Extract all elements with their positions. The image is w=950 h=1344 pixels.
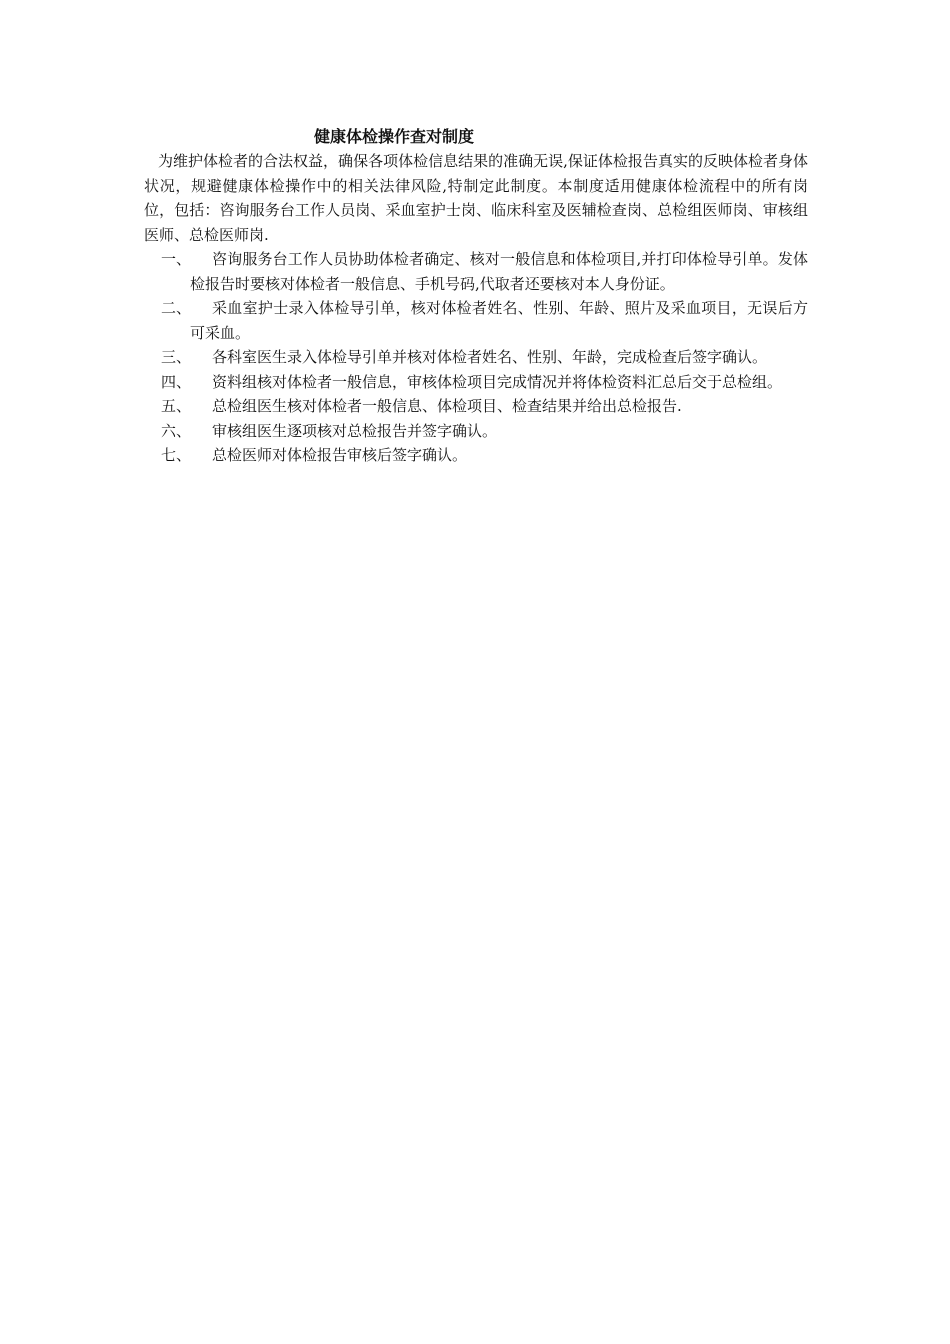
clause-number: 五、 <box>161 397 192 415</box>
document-title: 健康体检操作查对制度 <box>314 127 475 146</box>
clause-text: 采血室护士录入体检导引单，核对体检者姓名、性别、年龄、照片及采血项目，无误后方可采血。 <box>190 299 808 342</box>
clause-text: 审核组医生逐项核对总检报告并签字确认。 <box>212 421 498 440</box>
clause-item <box>144 419 808 444</box>
clause-item <box>144 296 808 345</box>
clause-item <box>144 345 808 370</box>
clause-number: 一、 <box>161 250 192 268</box>
clause-list <box>144 247 808 468</box>
clause-item <box>144 443 808 468</box>
clause-number: 三、 <box>161 348 192 366</box>
clause-text: 总检医师对体检报告审核后签字确认。 <box>212 446 468 464</box>
clause-text: 各科室医生录入体检导引单并核对体检者姓名、性别、年龄，完成检查后签字确认。 <box>212 348 768 366</box>
intro-paragraph: 为维护体检者的合法权益，确保各项体检信息结果的准确无误,保证体检报告真实的反映体检者身体状况，规避健康体检操作中的相关法律风险,特制定此制度。本制度适用健康体检流程中的所有岗位，包括：咨询服务台工作人员岗、采血室护士岗、临床科室及医辅检查岗、总检组医师岗、审核组医师、总检医师岗. <box>144 152 808 244</box>
clause-number: 七、 <box>161 446 192 464</box>
clause-number: 二、 <box>161 299 192 317</box>
clause-item <box>144 370 808 395</box>
clause-item <box>144 394 808 419</box>
clause-number: 四、 <box>161 372 192 391</box>
clause-number: 六、 <box>161 421 192 440</box>
clause-text: 资料组核对体检者一般信息，审核体检项目完成情况并将体检资料汇总后交于总检组。 <box>212 372 783 391</box>
clause-text: 总检组医生核对体检者一般信息、体检项目、检查结果并给出总检报告. <box>212 397 682 415</box>
clause-item <box>144 247 808 296</box>
clause-text: 咨询服务台工作人员协助体检者确定、核对一般信息和体检项目,并打印体检导引单。发体检报告时要核对体检者一般信息、手机号码,代取者还要核对本人身份证。 <box>190 250 808 293</box>
